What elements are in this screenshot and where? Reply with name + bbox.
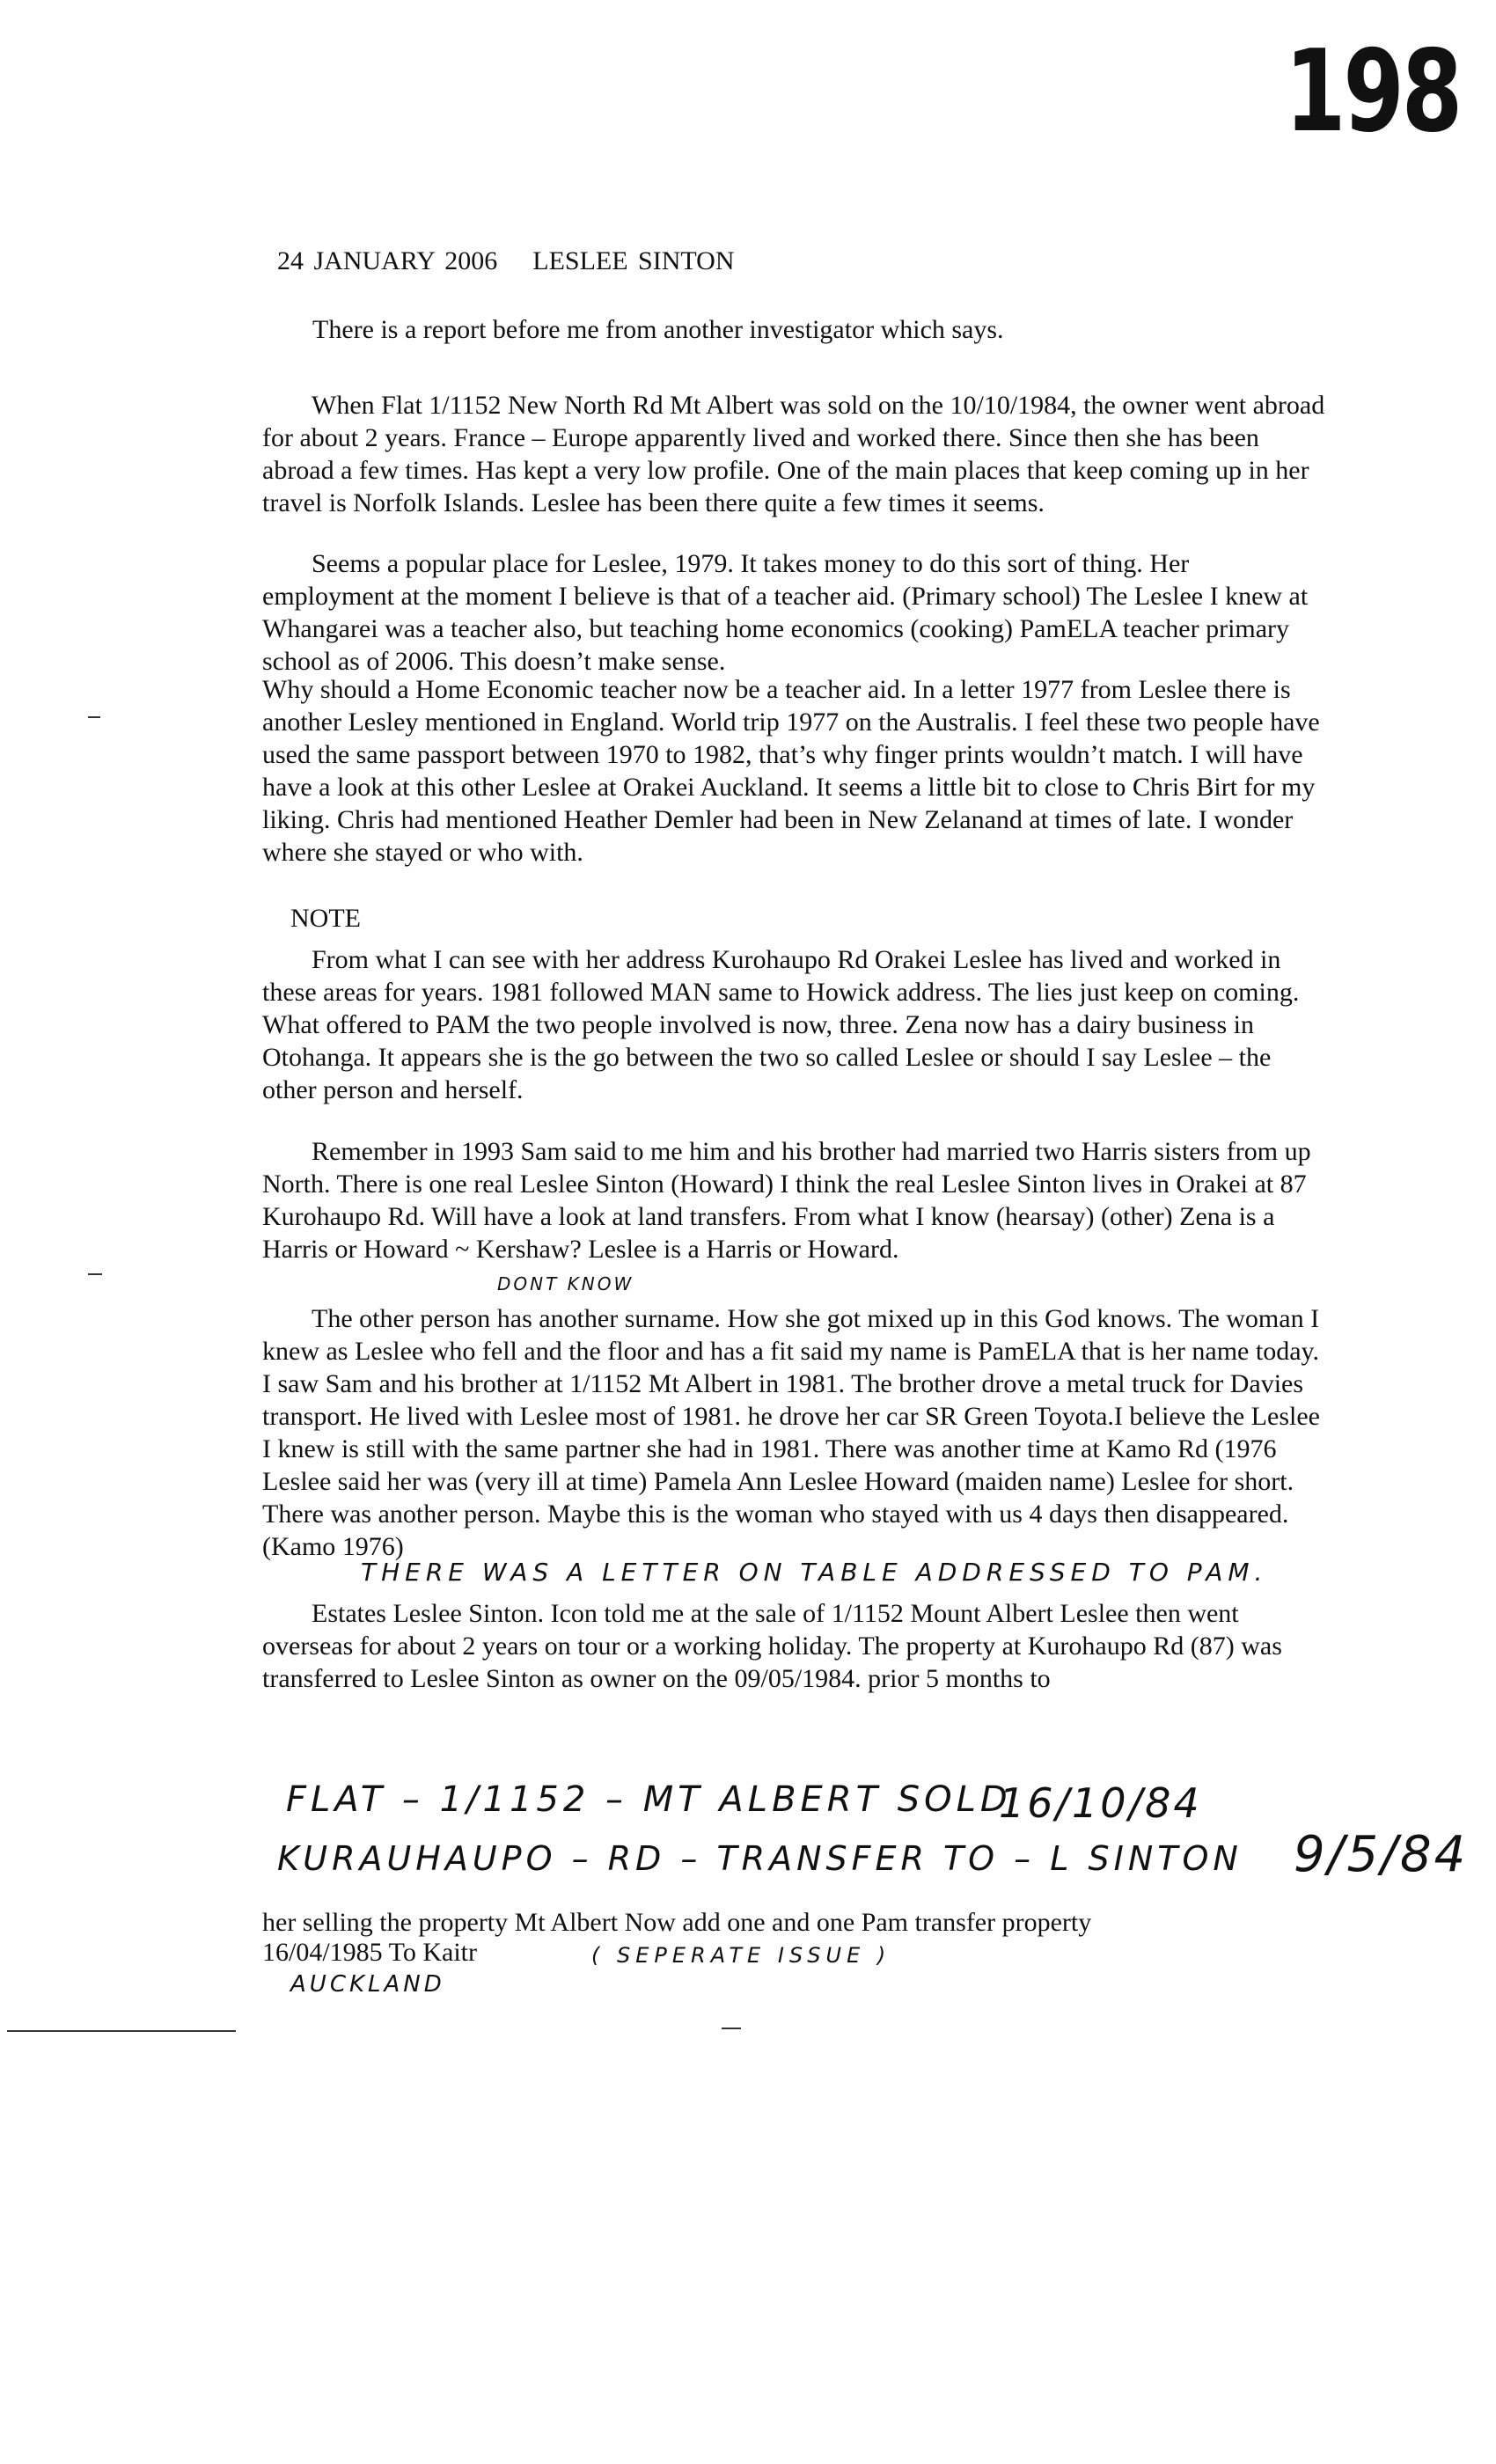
paragraph-3: [262, 673, 1327, 869]
paragraph-1-text: When Flat 1/1152 New North Rd Mt Albert was sold on the 10/10/1984, the owner went abroad for about 2 years. France – Europe apparently lived and worked there. Since then she has been abroad a few times. Has kept a very low profile. One of the main places that keep coming up in her travel is Norfolk Islands. Leslee has been there quite a few times it seems.: [262, 391, 1325, 517]
handwritten-dont-know: DONT KNOW: [497, 1273, 634, 1294]
paragraph-1: [262, 389, 1327, 519]
handwritten-kurohaupo-transfer: KURAUHAUPO – RD – TRANSFER TO – L SINTON: [277, 1839, 1243, 1878]
note-heading: NOTE: [290, 904, 361, 933]
paragraph-6: [262, 1302, 1327, 1563]
paragraph-2-text: Seems a popular place for Leslee, 1979. It takes money to do this sort of thing. Her employment at the moment I believe is that of a teacher aid. (Primary school) The Leslee I knew at Whangarei was a teacher also, but teaching home economics (cooking) PamELA teacher primary school as of 2006. This doesn’t make sense.: [262, 549, 1309, 676]
paragraph-4-text: From what I can see with her address Kurohaupo Rd Orakei Leslee has lived and worked in these areas for years. 1981 followed MAN same to Howick address. The lies just keep on coming. What offered to PAM the two people involved is now, three. Zena now has a dairy business in Otohanga. It appears she is the go between the two so called Leslee or should I say Leslee – the other person and herself.: [262, 945, 1300, 1104]
handwritten-flat-date: 16/10/84: [999, 1779, 1202, 1827]
handwritten-separate-issue: ( SEPERATE ISSUE ): [591, 1943, 891, 1968]
margin-dash: [722, 2028, 741, 2029]
handwritten-flat-sold: FLAT – 1/1152 – MT ALBERT SOLD: [286, 1779, 1012, 1820]
paragraph-6-text: The other person has another surname. How she got mixed up in this God knows. The woman I knew as Leslee who fell and the floor and has a fit said my name is PamELA that is her name today. I saw Sam and his brother at 1/1152 Mt Albert in 1981. The brother drove a metal truck for Davies transport. He lived with Leslee most of 1981. he drove her car SR Green Toyota.I believe the Leslee I knew is still with the same partner she had in 1981. There was another time at Kamo Rd (1976 Leslee said her was (very ill at time) Pamela Ann Leslee Howard (maiden name) Leslee for short. There was another person. Maybe this is the woman who stayed with us 4 days then disappeared. (Kamo 1976): [262, 1304, 1320, 1561]
paragraph-2: [262, 547, 1327, 678]
handwritten-letter-note: THERE WAS A LETTER ON TABLE ADDRESSED TO PAM.: [361, 1558, 1268, 1587]
paragraph-7: [262, 1597, 1327, 1695]
header-name: LESLEE SINTON: [532, 246, 735, 275]
page-number: 198: [1285, 26, 1461, 158]
paragraph-3-text: Why should a Home Economic teacher now be a teacher aid. In a letter 1977 from Leslee there is another Lesley mentioned in England. World trip 1977 on the Australis. I feel these two people have used the same passport between 1970 to 1982, that’s why finger prints wouldn’t match. I will have have a look at this other Leslee at Orakei Auckland. It seems a little bit to close to Chris Birt for my liking. Chris had mentioned Heather Demler had been in New Zelanand at times of late. I wonder where she stayed or who with.: [262, 675, 1320, 867]
paragraph-4: [262, 943, 1327, 1106]
header-date: 24 JANUARY 2006: [277, 246, 498, 275]
margin-rule: [7, 2030, 236, 2032]
intro-line: There is a report before me from another investigator which says.: [312, 315, 1004, 344]
closing-line-1: her selling the property Mt Albert Now add one and one Pam transfer property: [262, 1908, 1092, 1937]
margin-dash: [88, 716, 100, 718]
closing-line-2: 16/04/1985 To Kaitr: [262, 1938, 477, 1967]
handwritten-kurohaupo-date: 9/5/84: [1294, 1826, 1469, 1883]
margin-dash: [88, 1273, 102, 1275]
paragraph-7-text: Estates Leslee Sinton. Icon told me at the sale of 1/1152 Mount Albert Leslee then went overseas for about 2 years on tour or a working holiday. The property at Kurohaupo Rd (87) was transferred to Leslee Sinton as owner on the 09/05/1984. prior 5 months to: [262, 1599, 1282, 1693]
paragraph-5-text: Remember in 1993 Sam said to me him and his brother had married two Harris sisters from up North. There is one real Leslee Sinton (Howard) I think the real Leslee Sinton lives in Orakei at 87 Kurohaupo Rd. Will have a look at land transfers. From what I know (hearsay) (other) Zena is a Harris or Howard ~ Kershaw? Leslee is a Harris or Howard.: [262, 1137, 1311, 1264]
paragraph-5: [262, 1135, 1327, 1265]
document-header: [277, 246, 735, 276]
handwritten-auckland: AUCKLAND: [290, 1971, 445, 1998]
